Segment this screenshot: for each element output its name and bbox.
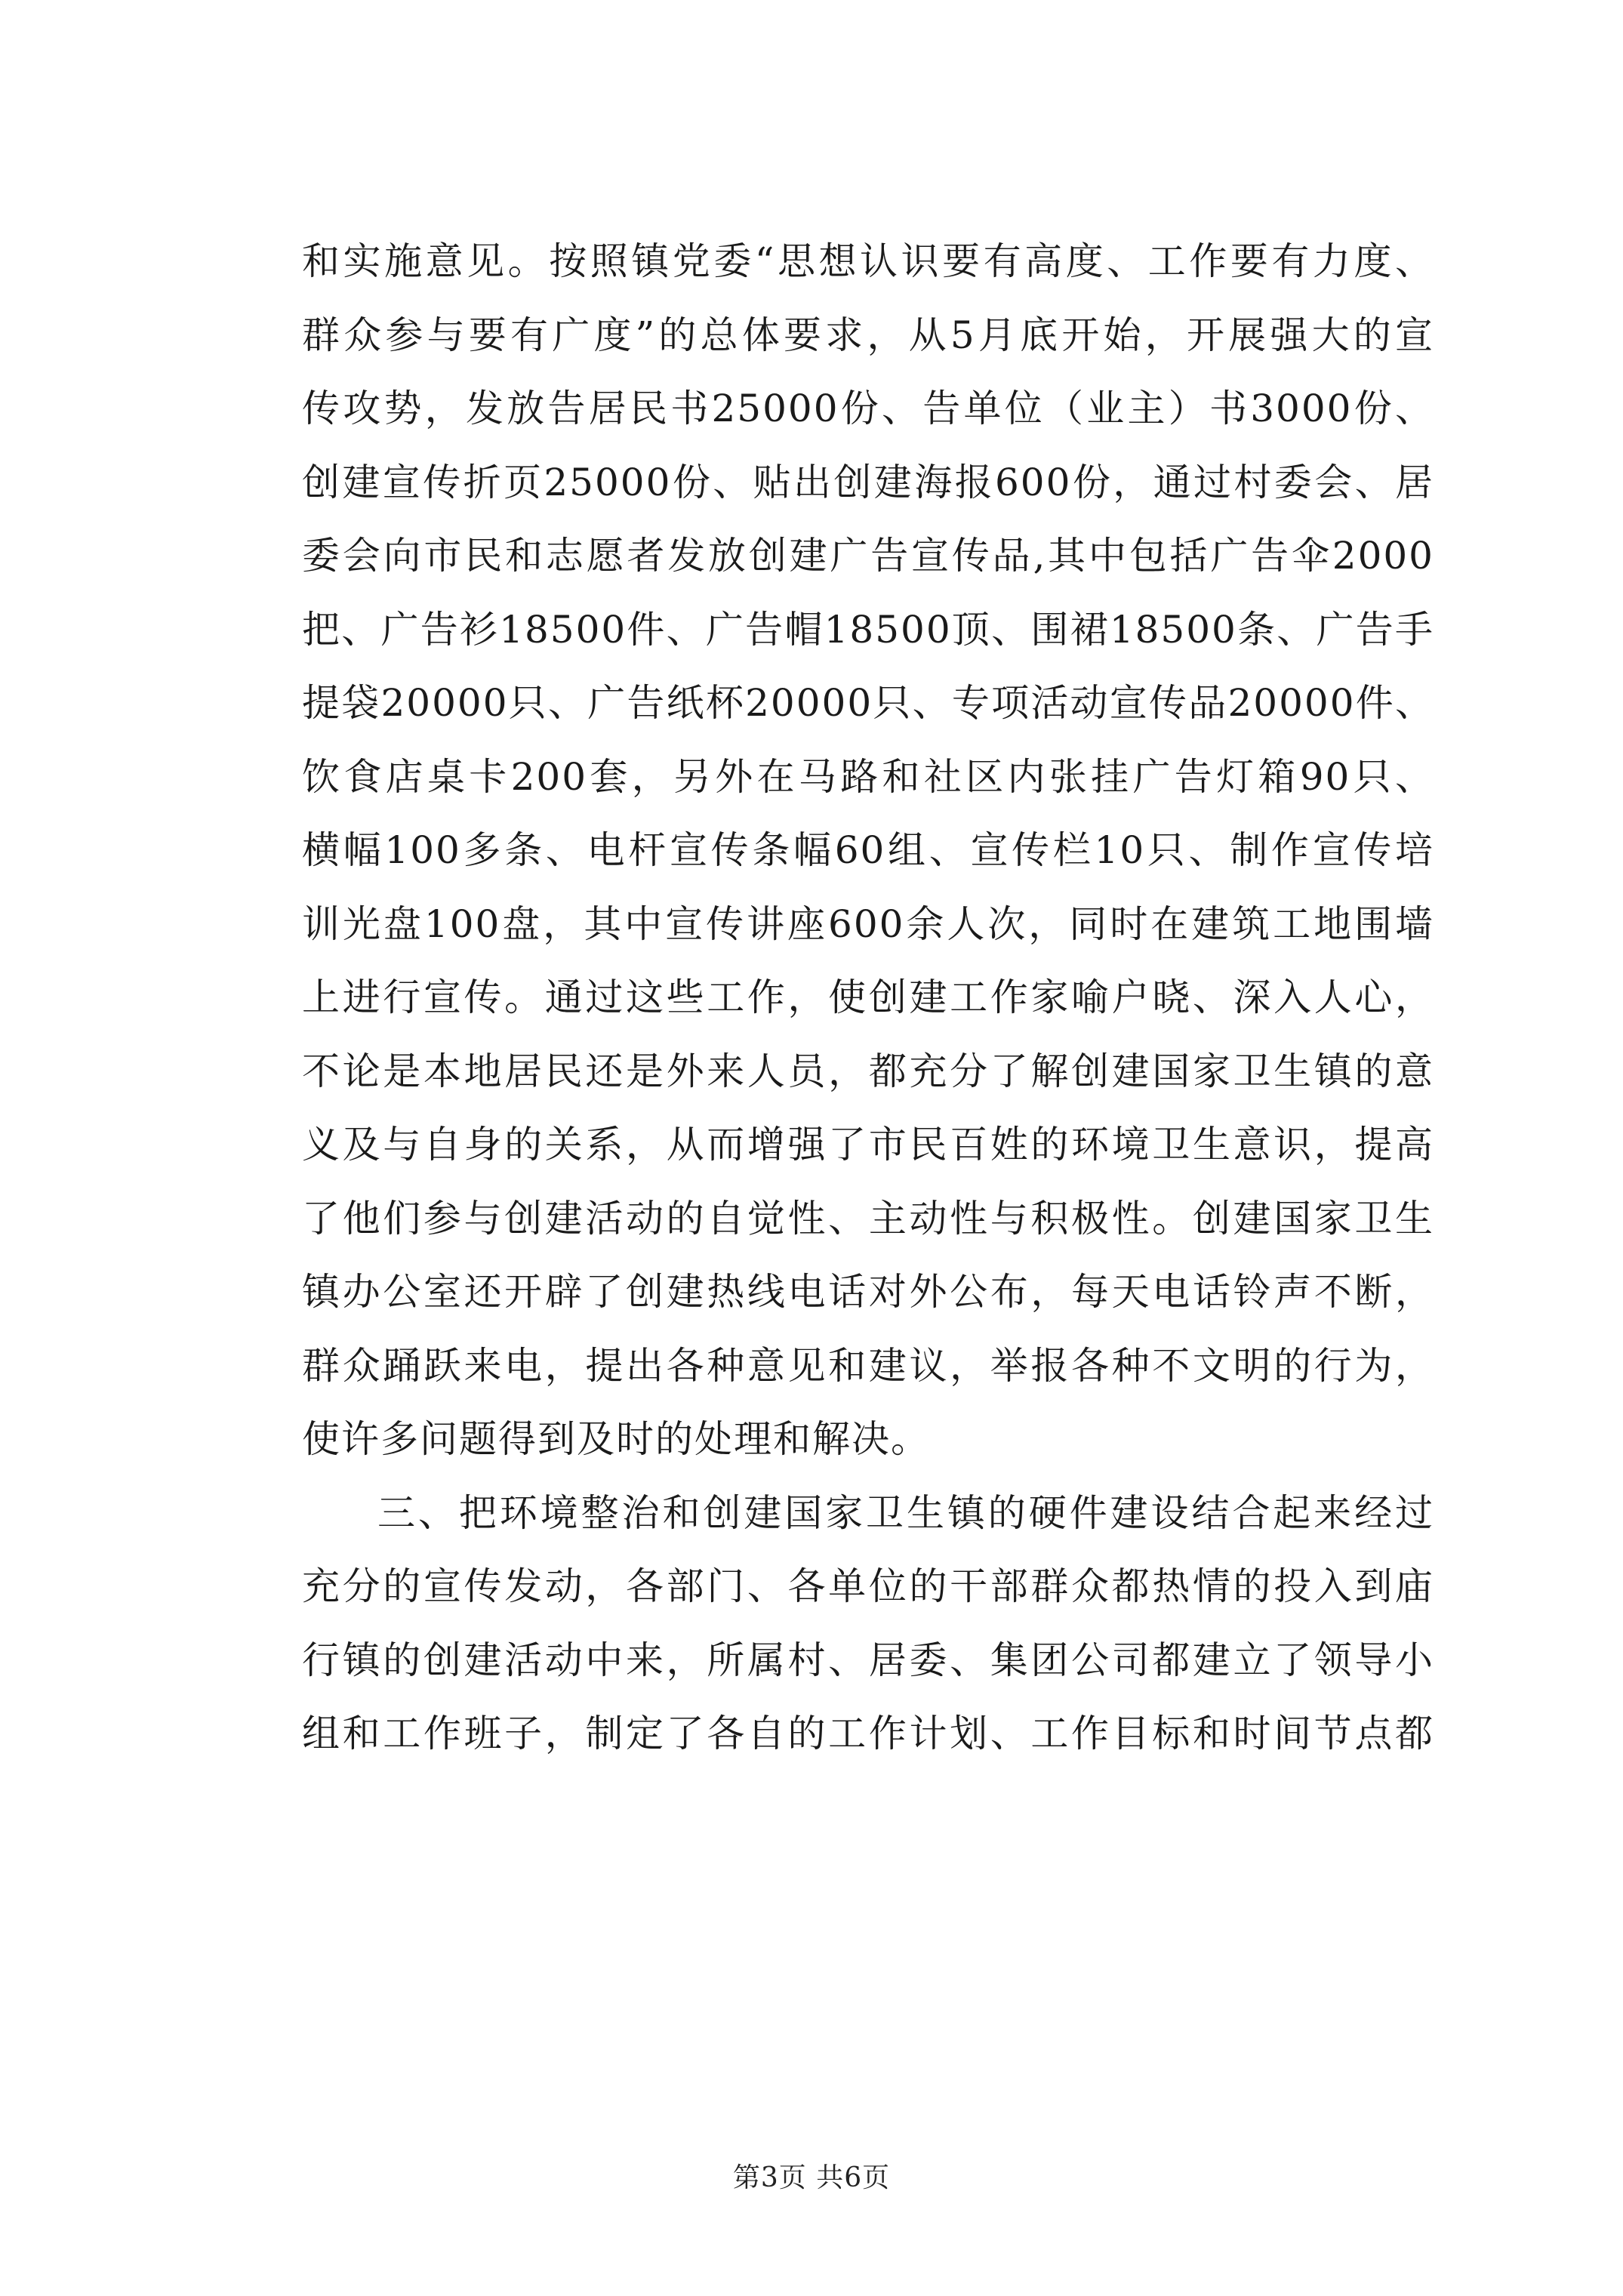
text-line: 创建宣传折页25000份、贴出创建海报600份，通过村委会、居 [302,460,1434,504]
text-line: 镇办公室还开辟了创建热线电话对外公布，每天电话铃声不断， [302,1270,1434,1314]
text-line: 了他们参与创建活动的自觉性、主动性与积极性。创建国家卫生 [302,1196,1434,1240]
text-line: 群众踊跃来电，提出各种意见和建议，举报各种不文明的行为， [302,1343,1434,1388]
text-line: 充分的宣传发动，各部门、各单位的干部群众都热情的投入到庙 [302,1564,1434,1608]
text-line: 群众参与要有广度”的总体要求，从5月底开始，开展强大的宣 [302,313,1434,357]
text-line: 委会向市民和志愿者发放创建广告宣传品,其中包括广告伞2000 [302,534,1434,578]
text-line: 组和工作班子，制定了各自的工作计划、工作目标和时间节点都 [302,1712,1434,1755]
text-line: 把、广告衫18500件、广告帽18500顶、围裙18500条、广告手 [302,607,1434,652]
text-line: 横幅100多条、电杆宣传条幅60组、宣传栏10只、制作宣传培 [302,828,1434,872]
text-line: 行镇的创建活动中来，所属村、居委、集团公司都建立了领导小 [302,1638,1434,1682]
body-text [302,225,1434,1771]
text-line: 不论是本地居民还是外来人员，都充分了解创建国家卫生镇的意 [302,1049,1434,1093]
text-line: 和实施意见。按照镇党委“思想认识要有高度、工作要有力度、 [302,239,1434,283]
page-number-footer: 第3页 共6页 [732,2162,891,2193]
text-line: 训光盘100盘，其中宣传讲座600余人次，同时在建筑工地围墙 [302,901,1434,946]
text-line: 传攻势，发放告居民书25000份、告单位（业主）书3000份、 [302,387,1434,430]
paragraph-end-line: 使许多问题得到及时的处理和解决。 [302,1417,930,1461]
text-line: 饮食店桌卡200套，另外在马路和社区内张挂广告灯箱90只、 [302,754,1434,799]
text-line: 义及与自身的关系，从而增强了市民百姓的环境卫生意识，提高 [302,1123,1434,1166]
section-heading-line: 三、把环境整治和创建国家卫生镇的硬件建设结合起来经过 [377,1490,1434,1535]
text-line: 提袋20000只、广告纸杯20000只、专项活动宣传品20000件、 [302,681,1434,725]
text-line: 上进行宣传。通过这些工作，使创建工作家喻户晓、深入人心， [302,975,1434,1019]
